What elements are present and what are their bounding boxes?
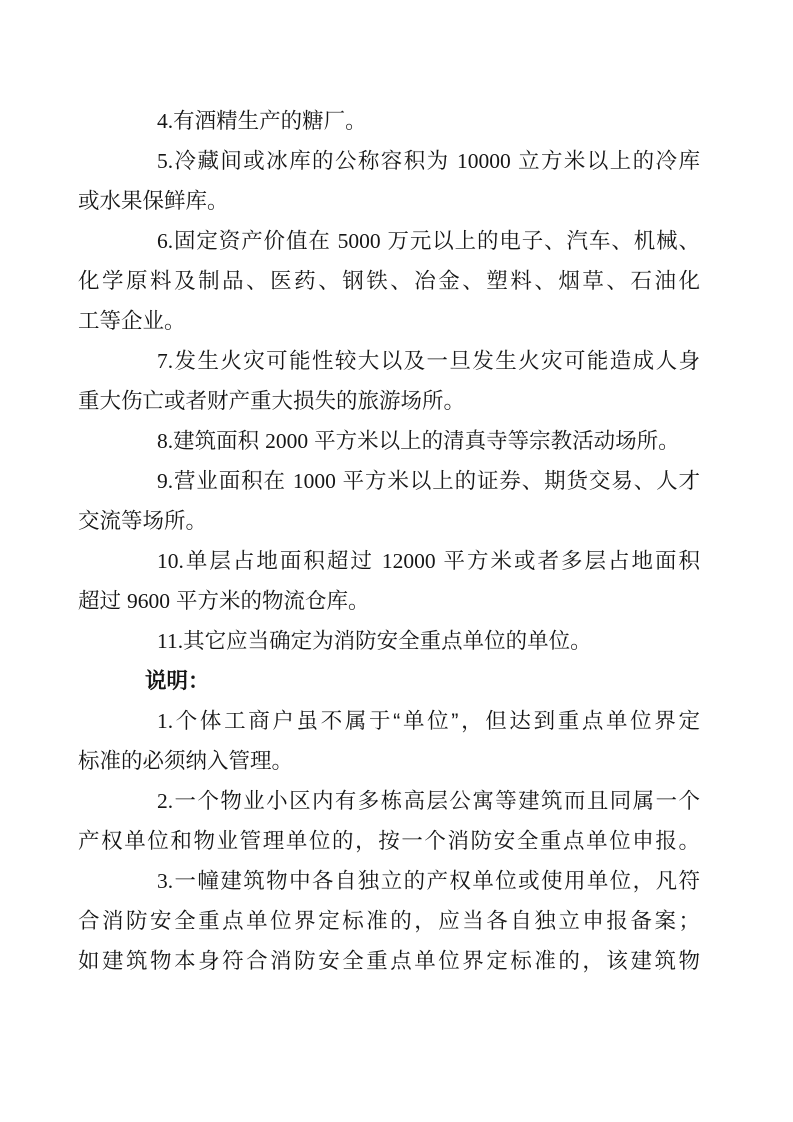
text-line: 1.个体工商户虽不属于“单位”，但达到重点单位界定 — [157, 709, 700, 733]
text-line: 标准的必须纳入管理。 — [78, 749, 294, 773]
text-line: 超过 9600 平方米的物流仓库。 — [78, 589, 370, 613]
numeral: 9. — [157, 469, 174, 493]
text-line: 4.有酒精生产的糖厂。 — [157, 109, 367, 133]
numeral: 2000 — [265, 429, 309, 453]
text-line: 5.冷藏间或冰库的公称容积为 10000 立方米以上的冷库 — [157, 149, 700, 173]
text-line: 7.发生火灾可能性较大以及一旦发生火灾可能造成人身 — [157, 349, 700, 373]
text-line: 产权单位和物业管理单位的，按一个消防安全重点单位申报。 — [78, 829, 700, 853]
text-line: 3.一幢建筑物中各自独立的产权单位或使用单位，凡符 — [157, 869, 700, 893]
text-line: 2.一个物业小区内有多栋高层公寓等建筑而且同属一个 — [157, 789, 700, 813]
text-line: 如建筑物本身符合消防安全重点单位界定标准的，该建筑物 — [78, 949, 700, 973]
numeral: 7. — [157, 349, 174, 373]
text-line: 交流等场所。 — [78, 509, 208, 533]
text-line: 或水果保鲜库。 — [78, 189, 229, 213]
text-line: 化学原料及制品、医药、钢铁、冶金、塑料、烟草、石油化 — [78, 269, 700, 293]
text-line: 11.其它应当确定为消防安全重点单位的单位。 — [157, 629, 592, 653]
text-line: 9.营业面积在 1000 平方米以上的证券、期货交易、人才 — [157, 469, 700, 493]
text-line: 工等企业。 — [78, 309, 186, 333]
text-line: 合消防安全重点单位界定标准的，应当各自独立申报备案； — [78, 909, 700, 933]
numeral: 6. — [157, 229, 174, 253]
text-line: 8.建筑面积 2000 平方米以上的清真寺等宗教活动场所。 — [157, 429, 680, 453]
numeral: 9600 — [126, 589, 170, 613]
numeral: 1000 — [292, 469, 336, 493]
numeral: 10000 — [456, 149, 511, 173]
numeral: 5. — [157, 149, 174, 173]
numeral: 11. — [157, 629, 184, 653]
text-line: 6.固定资产价值在 5000 万元以上的电子、汽车、机械、 — [157, 229, 700, 253]
numeral: 10. — [157, 549, 184, 573]
text-line: 说明： — [145, 669, 210, 693]
numeral: 4. — [157, 109, 174, 133]
numeral: 3. — [157, 869, 174, 893]
text-line: 10.单层占地面积超过 12000 平方米或者多层占地面积 — [157, 549, 700, 573]
text-line: 重大伤亡或者财产重大损失的旅游场所。 — [78, 389, 466, 413]
numeral: 5000 — [337, 229, 381, 253]
numeral: 12000 — [381, 549, 436, 573]
numeral: 2. — [157, 789, 174, 813]
numeral: 1. — [157, 709, 174, 733]
numeral: 8. — [157, 429, 174, 453]
document-body — [78, 101, 700, 981]
